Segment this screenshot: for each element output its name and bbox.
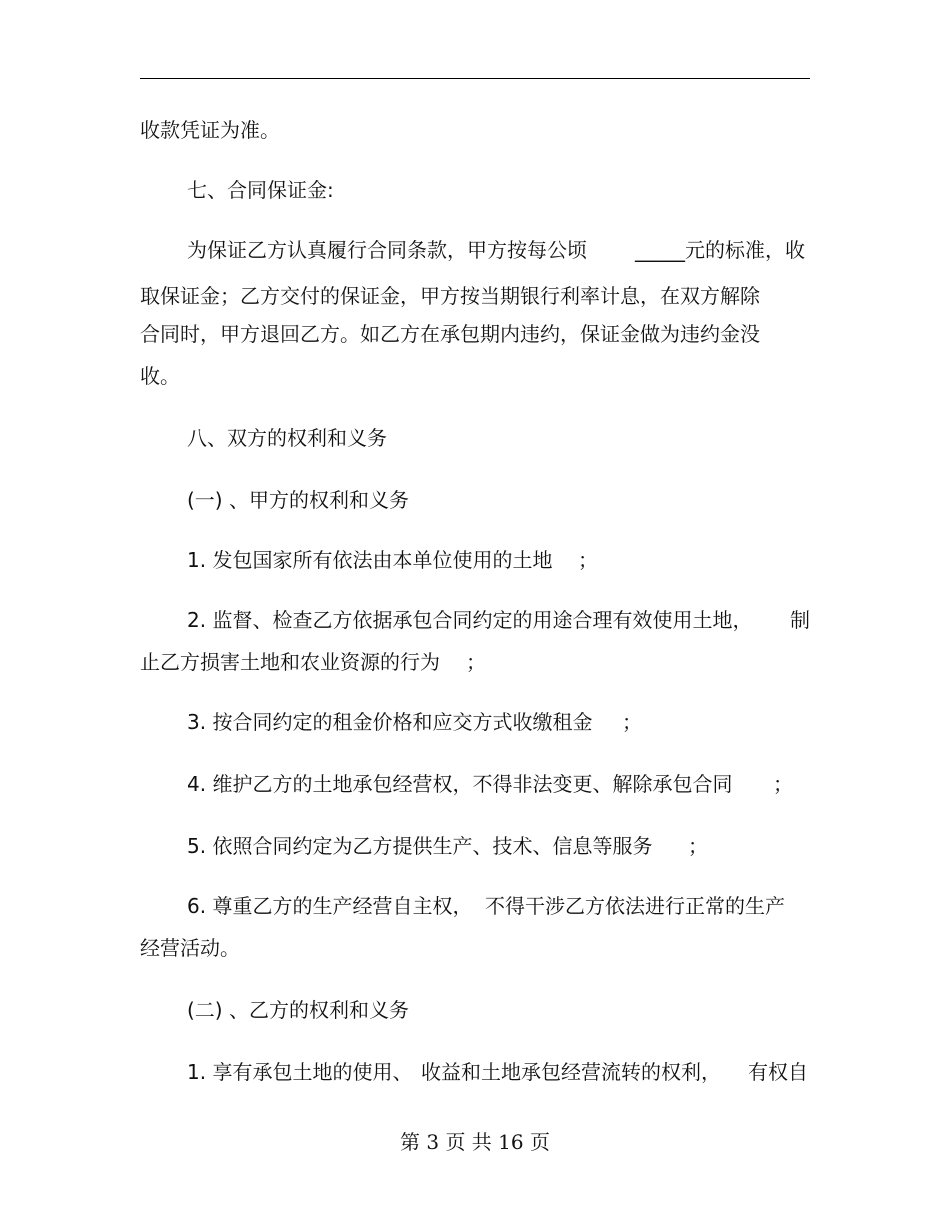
clause-item: 2. 监督、检查乙方依据承包合同约定的用途合理有效使用土地， xyxy=(187,608,753,632)
page-footer: 第 3 页 共 16 页 xyxy=(400,1130,550,1154)
clause-item-continuation: 有权自 xyxy=(748,1060,808,1084)
clause-item-punctuation: ； xyxy=(466,650,486,674)
body-text-line: 为保证乙方认真履行合同条款，甲方按每公顷 xyxy=(187,238,587,262)
clause-item-punctuation: ； xyxy=(773,772,793,796)
clause-item-punctuation: ； xyxy=(688,834,708,858)
clause-item-punctuation: ； xyxy=(578,548,598,572)
clause-item-continuation: 止乙方损害土地和农业资源的行为 xyxy=(140,650,440,674)
clause-item: 5. 依照合同约定为乙方提供生产、技术、信息等服务 xyxy=(187,834,653,858)
section-heading: 八、双方的权利和义务 xyxy=(187,426,387,450)
clause-item: 3. 按合同约定的租金价格和应交方式收缴租金 xyxy=(187,710,593,734)
clause-item-continuation: 不得干涉乙方依法进行正常的生产 xyxy=(485,894,785,918)
clause-item: 6. 尊重乙方的生产经营自主权， xyxy=(187,894,473,918)
header-rule xyxy=(140,78,810,79)
subsection-heading: (二) 、乙方的权利和义务 xyxy=(187,998,409,1022)
body-text-line: 收。 xyxy=(140,364,180,388)
clause-item-continuation: 经营活动。 xyxy=(140,936,240,960)
body-text-line-blank-field: _____元的标准，收 xyxy=(635,238,805,262)
clause-item-continuation: 收益和土地承包经营流转的权利， xyxy=(421,1060,721,1084)
clause-item: 1. 享有承包土地的使用、 xyxy=(187,1060,413,1084)
body-text-line: 取保证金；乙方交付的保证金，甲方按当期银行利率计息，在双方解除 xyxy=(140,284,760,308)
clause-item: 1. 发包国家所有依法由本单位使用的土地 xyxy=(187,548,553,572)
body-text-line: 收款凭证为准。 xyxy=(140,118,280,142)
section-heading: 七、合同保证金: xyxy=(187,178,334,202)
clause-item-continuation: 制 xyxy=(790,608,810,632)
body-text-line: 合同时，甲方退回乙方。如乙方在承包期内违约，保证金做为违约金没 xyxy=(140,322,760,346)
clause-item: 4. 维护乙方的土地承包经营权，不得非法变更、解除承包合同 xyxy=(187,772,733,796)
clause-item-punctuation: ； xyxy=(622,710,642,734)
subsection-heading: (一) 、甲方的权利和义务 xyxy=(187,488,409,512)
